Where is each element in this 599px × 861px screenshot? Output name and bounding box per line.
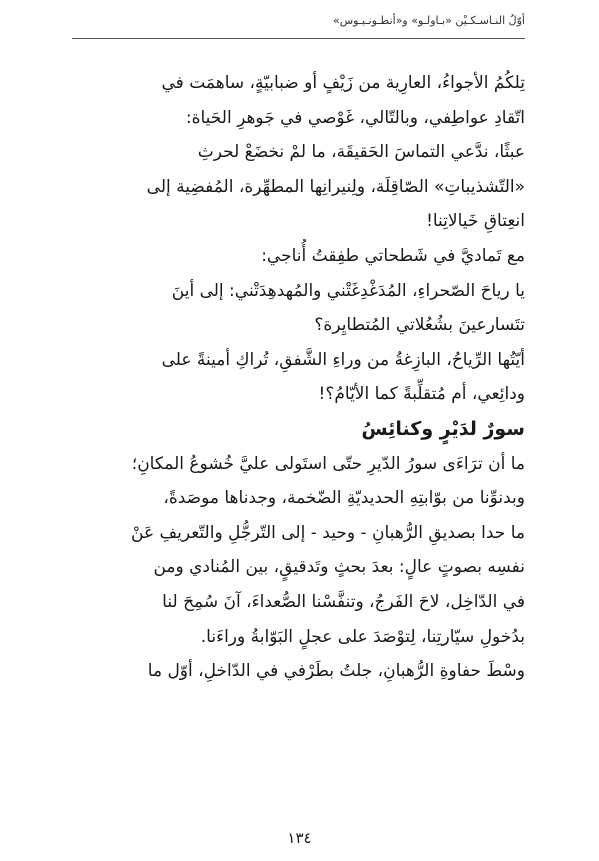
text-line: اتّقادِ عواطِفي، وبالتّالي، غَوْصي في جَوهرِ الحَياة: bbox=[185, 107, 525, 128]
text-line: نفسِه بصوتٍ عالٍ: بعدَ بحثٍ وتَدقيقٍ، بين المُنادي ومن bbox=[153, 557, 525, 578]
page-number: ١٣٤ bbox=[287, 829, 312, 847]
text-line: «التّشذيباتِ» الصّاقِلَة، ولِنيرانِها المطهِّرة، المُفضِية إلى bbox=[146, 176, 525, 197]
text-line: وبدنوِّنا من بوّابتِهِ الحديديّةِ الضّخمة، وجدناها موصَدةً، bbox=[163, 488, 525, 509]
text-line: انعِتاقِ خَيالاتِنا! bbox=[426, 211, 525, 232]
text-line: مع تَماديَّ في شَطحاتي طفِقتُ أُناجي: bbox=[261, 245, 525, 266]
text-line: يا رياحَ الصّحراءِ، المُدَغْدِغَتْني والمُهدهِدَتْني: إلى أينَ bbox=[171, 280, 525, 301]
section-heading: سورٌ لدَيْرٍ وكنائِسُ bbox=[361, 417, 525, 440]
body-text bbox=[72, 66, 525, 689]
header-rule bbox=[72, 38, 525, 39]
text-line: ودائِعي، أم مُتقلِّبةً كما الأيّامُ؟! bbox=[318, 384, 525, 405]
text-line: في الدّاخِل، لاحَ الفَرجُ، وتنفَّسْنا الصُّعداءَ، آنَ سُمِحَ لنا bbox=[162, 591, 525, 612]
text-line: أيّتُها الرِّياحُ، البازِغةُ من وراءِ الشَّفقِ، تُراكِ أمينةً على bbox=[161, 349, 525, 370]
text-line: وسْطَ حفاوةِ الرُّهبانِ، جلتُ بطَرْفي في الدّاخلِ، أوّل ما bbox=[147, 661, 525, 682]
text-line: ما أن ترَاءَى سورُ الدّيرِ حتّى استَولى عليَّ خُشوعُ المكانِ؛ bbox=[131, 453, 525, 474]
text-line: تتَسارعينَ بشُعُلاتي المُتطايِرة؟ bbox=[314, 315, 525, 336]
text-line: بدُخولِ سيّارتِنا، لِتوْصَدَ على عجلٍ البَوّابةُ وراءَنا. bbox=[200, 626, 525, 647]
text-line: تِلكُمُ الأجواءُ، العارِية من زَيْفٍ أو ضبابيّةٍ، ساهمَت في bbox=[161, 73, 525, 93]
text-line: ما حدا بصديقِ الرُّهبانِ - وحيد - إلى التّرجُّلِ والتّعريفِ عَنْ bbox=[131, 522, 525, 543]
running-head: أوّلُ النـاسـكـيْن «بـاولـو» و«أنطـونـيـوس» bbox=[332, 14, 525, 27]
text-line: عبثًا، ندَّعي التماسَ الحَقيقَة، ما لمْ نخضَعْ لحرثِ bbox=[197, 142, 525, 163]
